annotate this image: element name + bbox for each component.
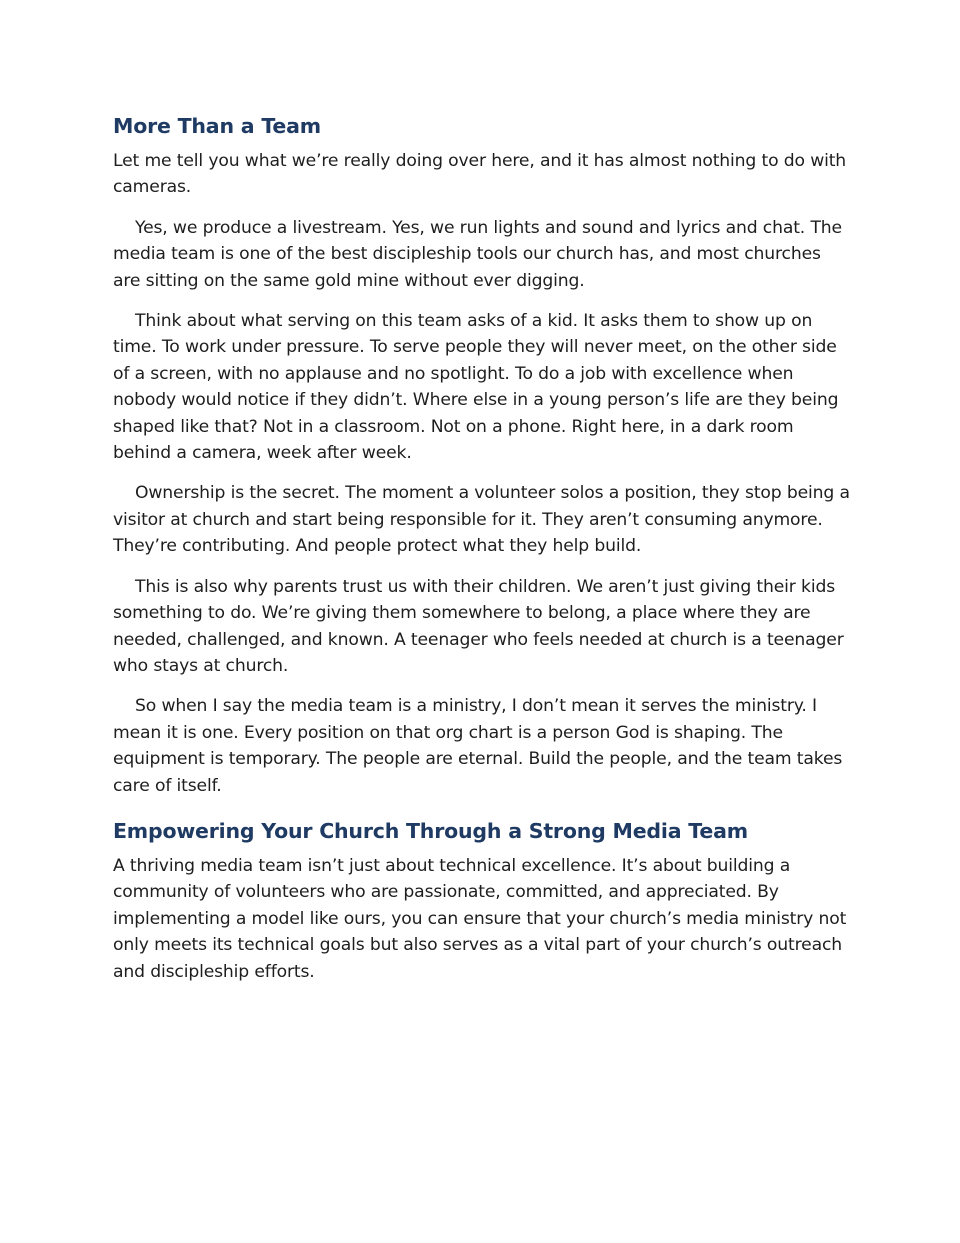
document-page (113, 110, 853, 999)
section-heading-more-than-a-team: More Than a Team (113, 114, 321, 138)
paragraph: Think about what serving on this team asks of a kid. It asks them to show up on time. To work under pressure. To serve people they will never meet, on the other side of a screen, with no applause and no spotlight. To do a job with excellence when nobody would notice if they didn’t. Where else in a young person’s life are they being shaped like that? Not in a classroom. Not on a phone. Right here, in a dark room behind a camera, week after week. (113, 311, 839, 464)
paragraph: This is also why parents trust us with their children. We aren’t just giving their kids something to do. We’re giving them somewhere to belong, a place where they are needed, challenged, and known. A teenager who feels needed at church is a teenager who stays at church. (113, 576, 844, 676)
paragraph: So when I say the media team is a ministry, I don’t mean it serves the ministry. I mean it is one. Every position on that org chart is a person God is shaping. The equipment is temporary. The people are eternal. Build the people, and the team takes care of itself. (113, 696, 843, 796)
paragraph: Ownership is the secret. The moment a volunteer solos a position, they stop being a visitor at church and start being responsible for it. They aren’t consuming anymore. They’re contributing. And people protect what they help build. (113, 483, 850, 557)
paragraph: A thriving media team isn’t just about technical excellence. It’s about building a community of volunteers who are passionate, committed, and appreciated. By implementing a model like ours, you can ensure that your church’s media ministry not only meets its technical goals but also serves as a vital part of your church’s outreach and discipleship efforts. (113, 855, 847, 982)
paragraph: Yes, we produce a livestream. Yes, we run lights and sound and lyrics and chat. The media team is one of the best discipleship tools our church has, and most churches are sitting on the same gold mine without ever digging. (113, 217, 842, 291)
section-heading-empowering: Empowering Your Church Through a Strong Media Team (113, 818, 748, 843)
paragraph: Let me tell you what we’re really doing over here, and it has almost nothing to do with cameras. (113, 151, 847, 198)
